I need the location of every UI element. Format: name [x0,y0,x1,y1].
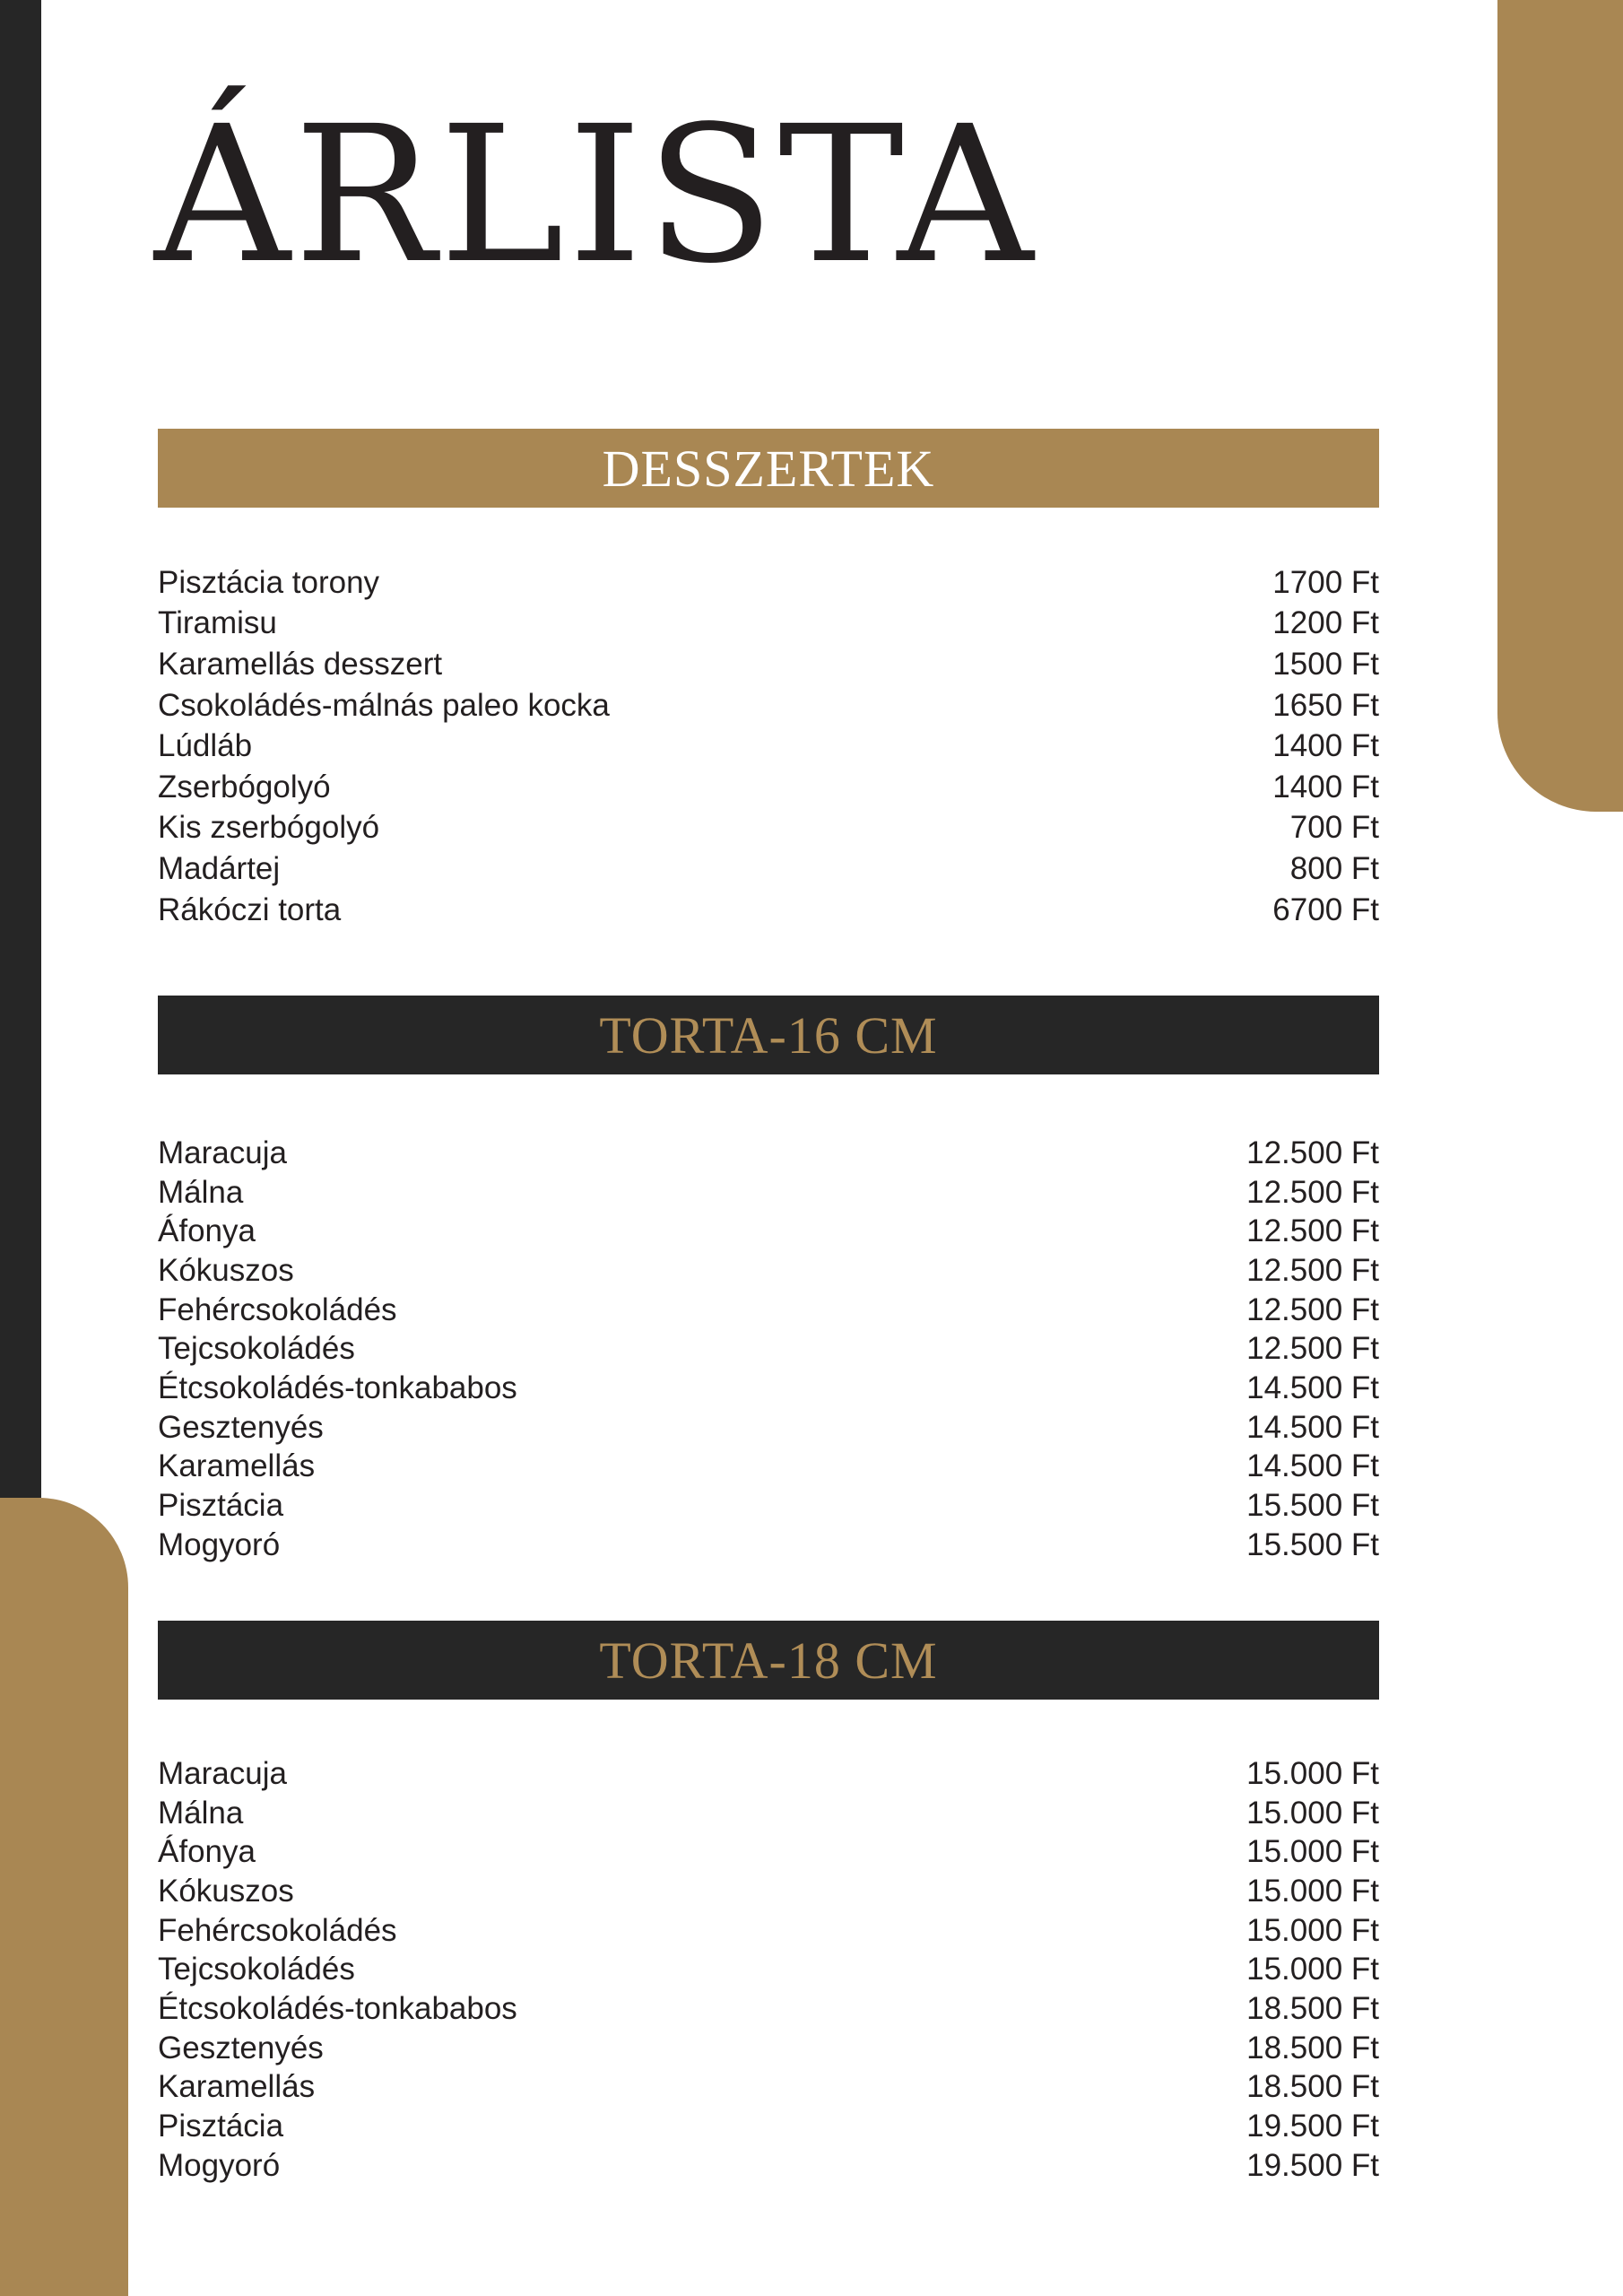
item-price: 19.500 Ft [1246,2109,1379,2144]
item-price: 15.000 Ft [1246,1755,1379,1791]
item-price: 12.500 Ft [1246,1331,1379,1367]
item-name: Csokoládés-málnás paleo kocka [158,687,610,723]
list-item [158,1832,1379,1872]
item-price: 15.500 Ft [1246,1526,1379,1562]
section-header-desszertek: DESSZERTEK [158,429,1379,508]
item-price: 12.500 Ft [1246,1213,1379,1249]
list-item [158,2107,1379,2146]
list-item [158,1794,1379,1833]
item-name: Kis zserbógolyó [158,810,380,846]
item-price: 1400 Ft [1272,728,1379,764]
item-price: 14.500 Ft [1246,1409,1379,1445]
list-item [158,1251,1379,1291]
item-price: 12.500 Ft [1246,1174,1379,1210]
item-name: Madártej [158,850,281,886]
item-name: Zserbógolyó [158,769,331,804]
item-price: 12.500 Ft [1246,1292,1379,1327]
item-price: 15.000 Ft [1246,1912,1379,1948]
list-item [158,1950,1379,1989]
item-name: Fehércsokoládés [158,1912,397,1948]
item-name: Karamellás [158,1448,316,1484]
list-item [158,1526,1379,1565]
list-item [158,685,1379,726]
item-name: Mogyoró [158,1526,281,1562]
list-item [158,848,1379,890]
item-price: 15.000 Ft [1246,1795,1379,1831]
item-name: Gesztenyés [158,1409,324,1445]
item-price: 19.500 Ft [1246,2147,1379,2183]
item-price: 14.500 Ft [1246,1370,1379,1405]
list-item [158,1989,1379,2029]
list-item [158,604,1379,645]
item-price: 800 Ft [1289,850,1379,886]
price-list-desszertek [158,562,1379,930]
item-name: Pisztácia [158,1488,284,1524]
section-header-torta-18: TORTA-18 CM [158,1621,1379,1700]
list-item [158,1486,1379,1526]
item-name: Maracuja [158,1755,287,1791]
item-price: 1200 Ft [1272,605,1379,641]
item-name: Étcsokoládés-tonkababos [158,1990,517,2026]
list-item [158,1872,1379,1911]
item-name: Lúdláb [158,728,253,764]
list-item [158,1134,1379,1173]
section-header-torta-16: TORTA-16 CM [158,996,1379,1074]
list-item [158,1408,1379,1448]
item-name: Karamellás [158,2069,316,2105]
item-price: 18.500 Ft [1246,2030,1379,2066]
item-name: Étcsokoládés-tonkababos [158,1370,517,1405]
list-item [158,562,1379,604]
price-list-torta-18 [158,1754,1379,2186]
list-item [158,1329,1379,1369]
item-price: 6700 Ft [1272,891,1379,927]
list-item [158,1754,1379,1794]
item-name: Málna [158,1795,244,1831]
price-list-torta-16 [158,1134,1379,1565]
item-price: 700 Ft [1289,810,1379,846]
item-name: Tejcsokoládés [158,1952,355,1987]
item-name: Gesztenyés [158,2030,324,2066]
item-name: Tiramisu [158,605,277,641]
item-price: 1700 Ft [1272,564,1379,600]
item-name: Kókuszos [158,1252,294,1288]
list-item [158,644,1379,685]
decorative-gold-panel-bottom [0,1498,128,2296]
list-item [158,808,1379,849]
item-name: Pisztácia torony [158,564,380,600]
item-price: 18.500 Ft [1246,1990,1379,2026]
list-item [158,1291,1379,1330]
item-name: Maracuja [158,1135,287,1170]
item-price: 14.500 Ft [1246,1448,1379,1484]
decorative-dark-strip [0,0,41,1498]
item-name: Fehércsokoládés [158,1292,397,1327]
list-item [158,1911,1379,1951]
list-item [158,1369,1379,1408]
item-name: Áfonya [158,1213,256,1249]
item-price: 12.500 Ft [1246,1252,1379,1288]
item-name: Áfonya [158,1834,256,1870]
item-price: 15.000 Ft [1246,1834,1379,1870]
item-name: Kókuszos [158,1873,294,1909]
item-name: Málna [158,1174,244,1210]
item-price: 18.500 Ft [1246,2069,1379,2105]
item-price: 15.000 Ft [1246,1873,1379,1909]
item-name: Pisztácia [158,2109,284,2144]
item-price: 1400 Ft [1272,769,1379,804]
page-title: ÁRLISTA [154,85,1037,305]
item-price: 1500 Ft [1272,646,1379,682]
item-name: Tejcsokoládés [158,1331,355,1367]
item-name: Rákóczi torta [158,891,342,927]
list-item [158,767,1379,808]
item-name: Mogyoró [158,2147,281,2183]
list-item [158,2029,1379,2068]
list-item [158,726,1379,767]
item-price: 15.500 Ft [1246,1488,1379,1524]
item-price: 1650 Ft [1272,687,1379,723]
list-item [158,2146,1379,2186]
item-price: 15.000 Ft [1246,1952,1379,1987]
list-item [158,890,1379,931]
list-item [158,1212,1379,1251]
decorative-gold-panel-top [1497,0,1623,812]
item-name: Karamellás desszert [158,646,443,682]
list-item [158,1173,1379,1213]
list-item [158,2068,1379,2108]
list-item [158,1448,1379,1487]
item-price: 12.500 Ft [1246,1135,1379,1170]
